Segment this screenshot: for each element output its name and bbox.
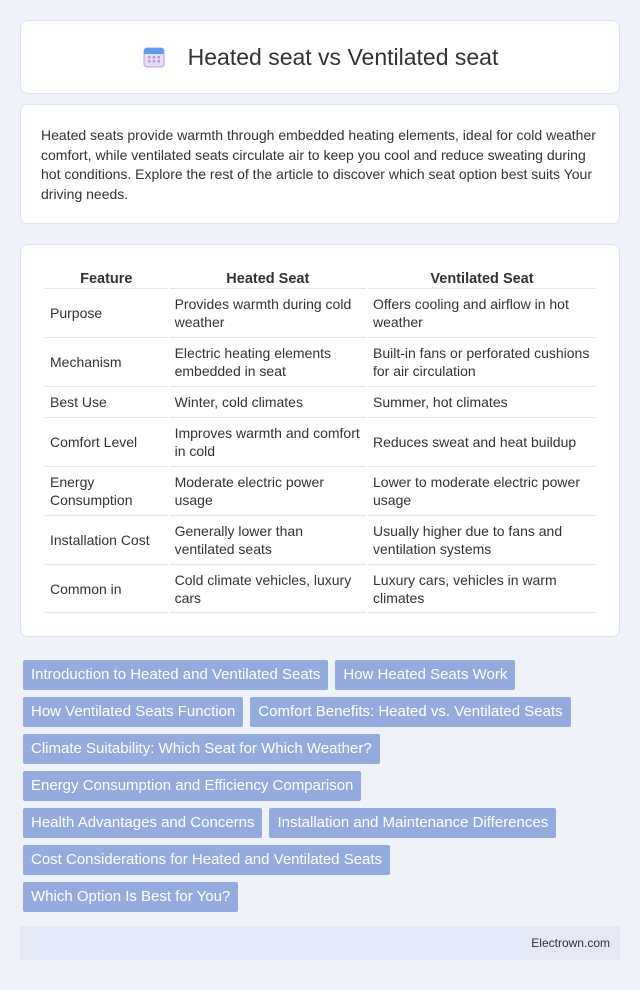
topic-link-how-heated-seats-work[interactable]: How Heated Seats Work — [335, 660, 515, 690]
heated-cell: Provides warmth during cold weather — [170, 288, 366, 337]
table-row — [45, 417, 596, 466]
ventilated-cell: Reduces sweat and heat buildup — [368, 417, 596, 466]
footer — [20, 926, 620, 960]
ventilated-cell: Luxury cars, vehicles in warm climates — [368, 564, 596, 613]
topic-link-cost-considerations[interactable]: Cost Considerations for Heated and Ventilated Seats — [23, 845, 390, 875]
feature-cell: Purpose — [45, 288, 168, 337]
heated-cell: Electric heating elements embedded in seat — [170, 337, 366, 386]
table-row — [45, 386, 596, 417]
topic-link-health-advantages[interactable]: Health Advantages and Concerns — [23, 808, 262, 838]
topic-link-energy-consumption[interactable]: Energy Consumption and Efficiency Comparison — [23, 771, 361, 801]
topic-links — [23, 660, 623, 919]
table-row — [45, 515, 596, 564]
ventilated-cell: Lower to moderate electric power usage — [368, 466, 596, 515]
heated-cell: Cold climate vehicles, luxury cars — [170, 564, 366, 613]
intro-text: Heated seats provide warmth through embedded heating elements, ideal for cold weather comfort, while ventilated seats circulate air to keep you cool and reduce sweating during hot conditions. Explore the rest of the article to discover which seat option best suits Your driving needs. — [41, 127, 596, 202]
feature-cell: Energy Consumption — [45, 466, 168, 515]
heated-cell: Generally lower than ventilated seats — [170, 515, 366, 564]
table-row — [45, 564, 596, 613]
ventilated-cell: Summer, hot climates — [368, 386, 596, 417]
page-title: Heated seat vs Ventilated seat — [187, 43, 499, 70]
feature-cell: Common in — [45, 564, 168, 613]
table-row — [45, 288, 596, 337]
topic-link-how-ventilated-seats-function[interactable]: How Ventilated Seats Function — [23, 697, 243, 727]
topic-link-climate-suitability[interactable]: Climate Suitability: Which Seat for Which Weather? — [23, 734, 380, 764]
topic-link-comfort-benefits[interactable]: Comfort Benefits: Heated vs. Ventilated Seats — [250, 697, 570, 727]
feature-cell: Mechanism — [45, 337, 168, 386]
topic-link-installation-maintenance[interactable]: Installation and Maintenance Differences — [269, 808, 556, 838]
topic-link-introduction[interactable]: Introduction to Heated and Ventilated Seats — [23, 660, 328, 690]
ventilated-cell: Built-in fans or perforated cushions for air circulation — [368, 337, 596, 386]
header-feature: Feature — [80, 270, 133, 287]
header-ventilated-seat: Ventilated Seat — [430, 270, 534, 287]
ventilated-cell: Usually higher due to fans and ventilation systems — [368, 515, 596, 564]
table-row — [45, 466, 596, 515]
calendar-icon — [142, 45, 166, 69]
heated-cell: Winter, cold climates — [170, 386, 366, 417]
ventilated-cell: Offers cooling and airflow in hot weather — [368, 288, 596, 337]
heated-cell: Moderate electric power usage — [170, 466, 366, 515]
feature-cell: Comfort Level — [45, 417, 168, 466]
comparison-table — [43, 267, 598, 613]
footer-site-name[interactable]: Electrown.com — [531, 936, 610, 950]
header-heated-seat: Heated Seat — [226, 270, 310, 287]
table-row — [45, 337, 596, 386]
feature-cell: Best Use — [45, 386, 168, 417]
intro-card — [20, 104, 620, 224]
comparison-table-card — [20, 244, 620, 637]
heated-cell: Improves warmth and comfort in cold — [170, 417, 366, 466]
title-card — [20, 20, 620, 94]
topic-link-which-option[interactable]: Which Option Is Best for You? — [23, 882, 238, 912]
feature-cell: Installation Cost — [45, 515, 168, 564]
